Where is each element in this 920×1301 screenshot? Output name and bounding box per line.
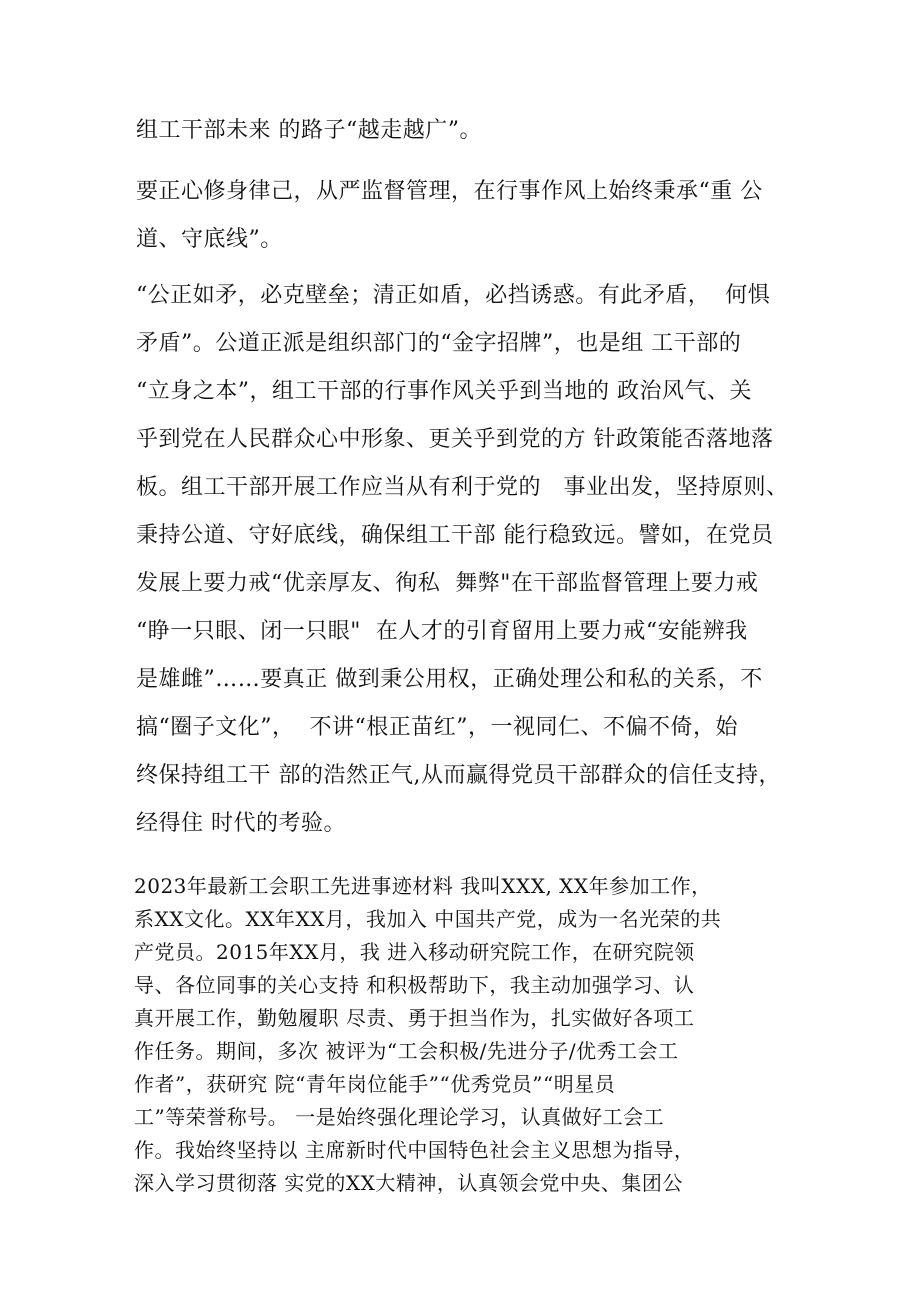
text-line: “立身之本”，组工干部的行事作风关乎到当地的 政治风气、关: [136, 379, 752, 404]
text-line: 秉持公道、守好底线，确保组工干部 能行稳致远。譬如，在党员: [136, 523, 774, 548]
text-line: 作任务。期间，多次 被评为“工会积极/先进分子/优秀工会工: [134, 1039, 679, 1063]
text-line: “睁一只眼、闭一只眼" 在人才的引育留用上要力戒“安能辨我: [136, 619, 748, 644]
text-line: 经得住 时代的考验。: [136, 811, 346, 836]
text-line: 组工干部未来 的路子“越走越广”。: [136, 118, 482, 143]
text-line: 系XX文化。XX年XX月，我加入 中国共产党，成为一名光荣的共: [134, 907, 722, 931]
text-line: 真开展工作，勤勉履职 尽责、勇于担当作为，扎实做好各项工: [134, 1006, 695, 1030]
text-line: 终保持组工干 部的浩然正气,从而赢得党员干部群众的信任支持，: [136, 763, 781, 788]
text-line: 搞“圈子文化”， 不讲“根正苗红”，一视同仁、不偏不倚，始: [136, 715, 738, 740]
text-line: 作。我始终坚持以 主席新时代中国特色社会主义思想为指导，: [134, 1138, 695, 1162]
text-line: 是雄雌”……要真正 做到秉公用权，正确处理公和私的关系，不: [136, 667, 763, 692]
text-line: 导、各位同事的关心支持 和积极帮助下，我主动加强学习、认: [134, 973, 695, 997]
text-line: 作者”，获研究 院“青年岗位能手”“优秀党员”“明星员: [134, 1072, 616, 1096]
text-line: 乎到党在人民群众心中形象、更关乎到党的方 针政策能否落地落: [136, 427, 774, 452]
text-line: 板。组工干部开展工作应当从有利于党的 事业出发，坚持原则、: [136, 475, 789, 500]
text-line: 产党员。2015年XX月，我 进入移动研究院工作，在研究院领: [134, 940, 695, 964]
text-line: 要正心修身律己，从严监督管理，在行事作风上始终秉承“重 公: [136, 179, 763, 204]
text-line: “公正如矛，必克壁垒；清正如盾，必挡诱惑。有此矛盾， 何惧: [136, 283, 771, 308]
text-line: 发展上要力戒“优亲厚友、徇私 舞弊"在干部监督管理上要力戒: [136, 571, 759, 596]
text-line: 矛盾”。公道正派是组织部门的“金字招牌”，也是组 工干部的: [136, 331, 742, 356]
text-line: 深入学习贯彻落 实党的XX大精神，认真领会党中央、集团公: [134, 1171, 683, 1195]
text-line: 工”等荣誉称号。 一是始终强化理论学习，认真做好工会工: [134, 1105, 665, 1129]
text-line: 道、守底线”。: [136, 227, 283, 252]
text-line: 2023年最新工会职工先进事迹材料 我叫XXX, XX年参加工作，: [134, 874, 712, 898]
